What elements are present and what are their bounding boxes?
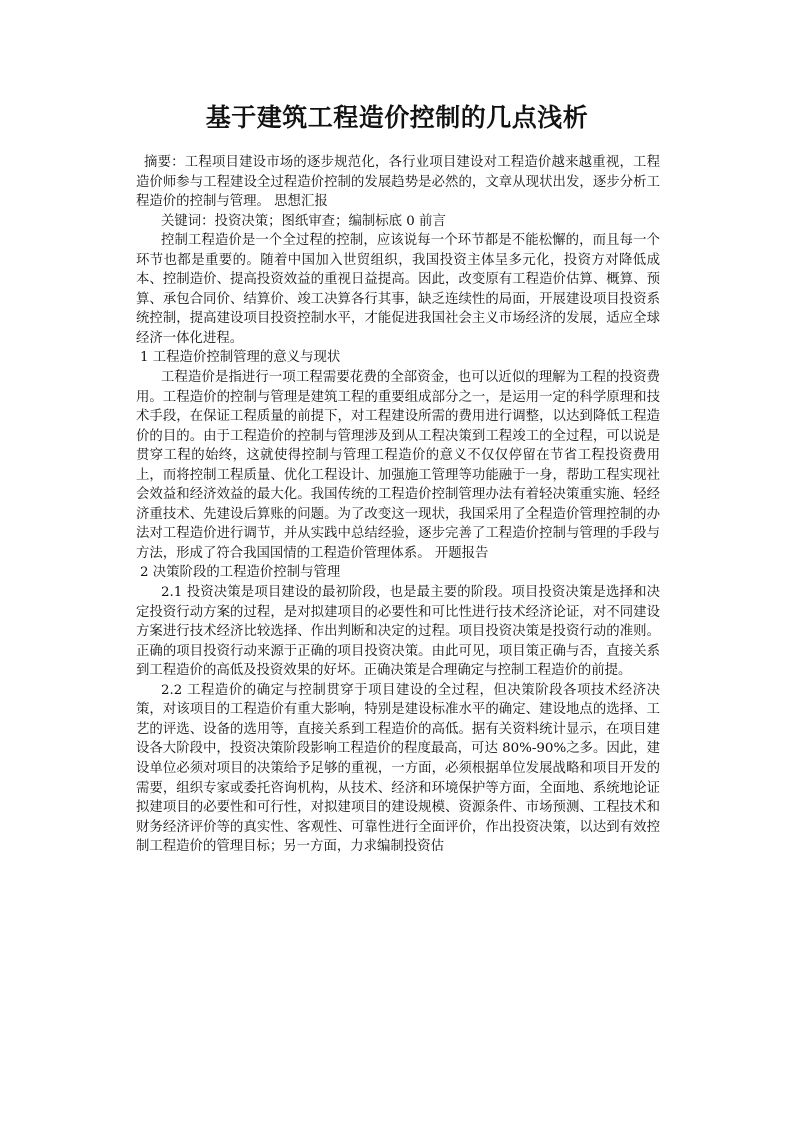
document-title: 基于建筑工程造价控制的几点浅析 — [205, 103, 589, 132]
body-paragraph: 控制工程造价是一个全过程的控制，应该说每一个环节都是不能松懈的，而且每一个环节也都是重要的。随着中国加入世贸组织，我国投资主体呈多元化，投资方对降低成本、控制造价、提高投资效益的重视日益提高。因此，改变原有工程造价估算、概算、预算、承包合同价、结算价、竣工决算各行其事，缺乏连续性的局面，开展建设项目投资系统控制，提高建设项目投资控制水平，才能促进我国社会主义市场经济的发展，适应全球经济一体化进程。 — [136, 233, 660, 346]
body-paragraph: 工程造价是指进行一项工程需要花费的全部资金，也可以近似的理解为工程的投资费用。工程造价的控制与管理是建筑工程的重要组成部分之一，是运用一定的科学原理和技术手段，在保证工程质量的前提下，对工程建设所需的费用进行调整，以达到降低工程造价的目的。由于工程造价的控制与管理涉及到从工程决策到工程竣工的全过程，可以说是贯穿工程的始终，这就使得控制与管理工程造价的意义不仅仅停留在节省工程投资费用上，而将控制工程质量、优化工程设计、加强施工管理等功能融于一身，帮助工程实现社会效益和经济效益的最大化。我国传统的工程造价控制管理办法有着轻决策重实施、轻经济重技术、先建设后算账的问题。为了改变这一现状，我国采用了全程造价管理控制的办法对工程造价进行调节，并从实践中总结经验，逐步完善了工程造价控制与管理的手段与方法，形成了符合我国国情的工程造价管理体系。 开题报告 — [136, 370, 660, 561]
section-heading: 1 工程造价控制管理的意义与现状 — [140, 350, 341, 366]
section-heading: 2 决策阶段的工程造价控制与管理 — [140, 565, 341, 581]
abstract-paragraph: 摘要：工程项目建设市场的逐步规范化，各行业项目建设对工程造价越来越重视，工程造价师参与工程建设全过程造价控制的发展趋势是必然的，文章从现状出发，逐步分析工程造价的控制与管理。 思想汇报 — [136, 155, 660, 210]
document-body — [136, 153, 660, 857]
keywords-paragraph: 关键词：投资决策；图纸审查；编制标底 0 前言 — [161, 213, 446, 229]
body-paragraph: 2.1 投资决策是项目建设的最初阶段，也是最主要的阶段。项目投资决策是选择和决定投资行动方案的过程，是对拟建项目的必要性和可比性进行技术经济论证，对不同建设方案进行技术经济比较选择、作出判断和决定的过程。项目投资决策是投资行动的准则。正确的项目投资行动来源于正确的项目投资决策。由此可见，项目策正确与否，直接关系到工程造价的高低及投资效果的好坏。正确决策是合理确定与控制工程造价的前提。 — [136, 585, 660, 679]
body-paragraph: 2.2 工程造价的确定与控制贯穿于项目建设的全过程，但决策阶段各项技术经济决策，对该项目的工程造价有重大影响，特别是建设标准水平的确定、建设地点的选择、工艺的评选、设备的选用等，直接关系到工程造价的高低。据有关资料统计显示，在项目建设各大阶段中，投资决策阶段影响工程造价的程度最高，可达 80%-90%之多。因此，建设单位必须对项目的决策给予足够的重视，一方面，必须根据单位发展战略和项目开发的需要，组织专家或委托咨询机构，从技术、经济和环境保护等方面，全面地、系统地论证拟建项目的必要性和可行性，对拟建项目的建设规模、资源条件、市场预测、工程技术和财务经济评价等的真实性、客观性、可靠性进行全面评价，作出投资决策，以达到有效控制工程造价的管理目标；另一方面，力求编制投资估 — [136, 682, 660, 855]
